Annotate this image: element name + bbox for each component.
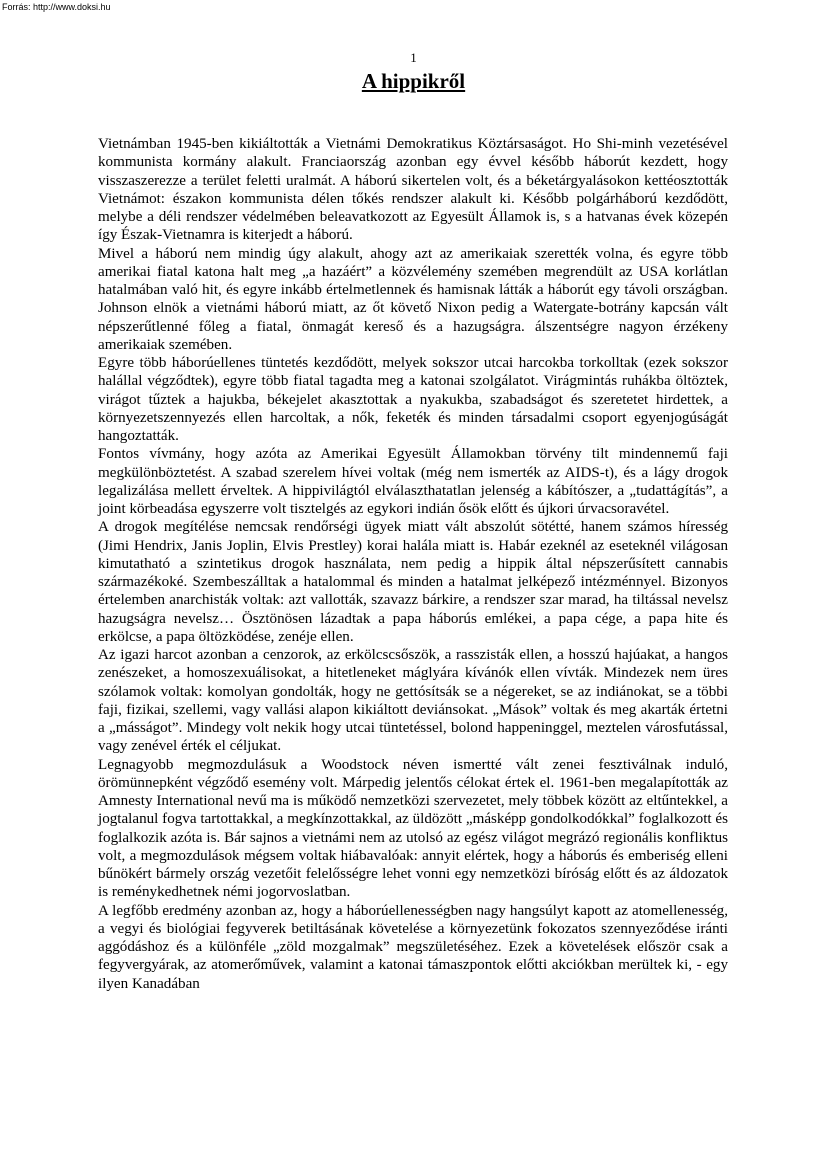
document-body — [98, 135, 728, 993]
paragraph: Egyre több háborúellenes tüntetés kezdődött, melyek sokszor utcai harcokba torkolltak (ezek sokszor halállal végződtek), egyre több fiatal tagadta meg a katonai szolgálatot. Virágmintás ruhákba öltöztek, virágot tűztek a hajukba, békejelet akasztottak a nyakukba, szabadságot és szeretetet hirdettek, a környezetszennyezés ellen harcoltak, a nők, feketék és minden társadalmi csoport egyenjogúságát hangoztatták. — [98, 355, 728, 444]
source-label: Forrás: http://www.doksi.hu — [2, 2, 111, 12]
paragraph: A drogok megítélése nemcsak rendőrségi ügyek miatt vált abszolút sötétté, hanem számos híresség (Jimi Hendrix, Janis Joplin, Elvis Prestley) korai halála miatt is. Habár ezeknél az eseteknél világosan kimutatható a szintetikus drogok használata, nem pedig a hippik által népszerűsített cannabis származékoké. Szembeszálltak a hatalommal és minden a hatalmat jelképező intézménnyel. Bizonyos értelemben anarchisták voltak: azt vallották, szavazz bárkire, a rendszer szar marad, ha tiltással nevelsz hazugságra nevelsz… Ösztönösen lázadtak a papa háborús emlékei, a papa cége, a papa hite és erkölcse, a papa öltözködése, zenéje ellen. — [98, 519, 728, 645]
paragraph: Az igazi harcot azonban a cenzorok, az erkölcscsőszök, a rasszisták ellen, a hosszú hajúakat, a hangos zenészeket, a homoszexuálisokat, a hitetleneket máglyára kívánók ellen vívták. Mindezek nem üres szólamok voltak: komolyan gondolták, hogy ne gettósítsák se a négereket, se az indiánokat, se a többi faji, fizikai, szellemi, vagy vallási alapon kikiáltott deviánsokat. „Mások” voltak és meg akarták értetni a „másságot”. Mindegy volt nekik hogy utcai tüntetéssel, bolond happeninggel, meztelen városfutással, vagy zenével érték el céljukat. — [98, 647, 728, 755]
document-title: A hippikről — [361, 69, 466, 93]
paragraph: A legfőbb eredmény azonban az, hogy a háborúellenességben nagy hangsúlyt kapott az atomellenesség, a vegyi és biológiai fegyverek betiltásának követelése a környezetünk fokozatos szennyeződése iránti aggódáshoz és a különféle „zöld mozgalmak” megszületéséhez. Ezek a követelések először csak a fegyvergyárak, az atomerőművek, valamint a katonai támaszpontok előtti akciókban merültek ki, - egy ilyen Kanadában — [98, 902, 728, 992]
paragraph: Vietnámban 1945-ben kikiáltották a Vietnámi Demokratikus Köztársaságot. Ho Shi-minh vezetésével kommunista kormány alakult. Franciaország azonban egy évvel később háborút kezdett, hogy visszaszerezze a terület feletti uralmát. A háború sikertelen volt, és a béketárgyalásokon kettéosztották Vietnámot: északon kommunista délen tőkés rendszer alakult ki. Később polgárháború kezdődött, melybe a déli rendszer védelmében beleavatkozott az Egyesült Államok is, s a hatvanas évek közepén így Észak-Vietnamra is kiterjedt a háború. — [98, 136, 728, 244]
page-number: 1 — [410, 50, 417, 65]
paragraph: Legnagyobb megmozdulásuk a Woodstock néven ismertté vált zenei fesztiválnak induló, örömünnepként végződő esemény volt. Márpedig jelentős célokat értek el. 1961-ben megalapították az Amnesty International nevű ma is működő nemzetközi szervezetet, mely többek között az eltűntekkel, a jogtalanul fogva tartottakkal, a megkínzottakkal, az üldözött „másképp gondolkodókkal” foglalkozott és foglalkozik azóta is. Bár sajnos a vietnámi nem az utolsó az egész világot megrázó regionális konfliktus volt, a megmozdulások mégsem voltak hiábavalóak: annyit elértek, hogy a háborús és emberiség elleni bűnökért bármely ország vezetőit felelősségre lehet vonni egy nemzetközi bíróság előtt és az áldozatok is reménykedhetnek némi jogorvoslatban. — [98, 756, 728, 901]
paragraph: Fontos vívmány, hogy azóta az Amerikai Egyesült Államokban törvény tilt mindennemű faji megkülönböztetést. A szabad szerelem hívei voltak (még nem ismerték az AIDS-t), és a lágy drogok legalizálása mellett érveltek. A hippivilágtól elválaszthatatlan jelenség a kábítószer, a „tudattágítás”, a joint körbeadása egyszerre volt tisztelgés az egykori indián ősök előtt és újkori úrvacsoravétel. — [98, 446, 728, 517]
paragraph: Mivel a háború nem mindig úgy alakult, ahogy azt az amerikaiak szerették volna, és egyre több amerikai fiatal katona halt meg „a hazáért” a közvélemény szemében megrendült az USA korlátlan hatalmában való hit, és egyre inkább értelmetlennek és hamisnak látták a háborút egy távoli országban. Johnson elnök a vietnámi háború miatt, az őt követő Nixon pedig a Watergate-botrány kapcsán vált népszerűtlenné főleg a fiatal, önmagát kereső és a hazugságra. álszentségre nagyon érzékeny amerikaiak szemében. — [98, 245, 728, 353]
